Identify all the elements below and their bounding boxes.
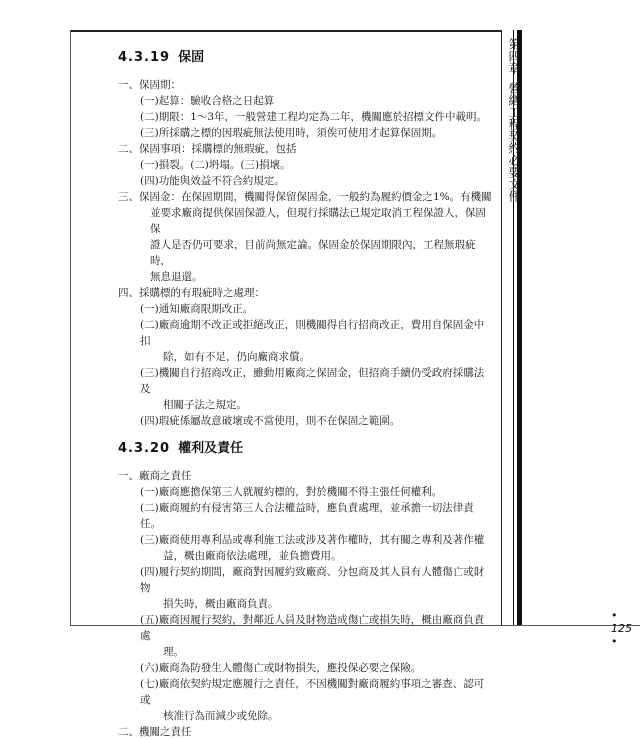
section-heading-4-3-20 [118, 437, 493, 456]
section-title: 保固 [178, 50, 205, 65]
list-item: 一、廠商之責任 [118, 470, 192, 482]
sub-item [140, 317, 493, 365]
sub-item: (一)損裂。(二)坍塌。(三)損壞。 [140, 159, 291, 171]
chapter-side-label [507, 38, 521, 202]
sub-item: (二)期限：1～3年，一般營建工程均定為二年，機關應於招標文件中載明。 [140, 111, 488, 123]
sub-item [140, 532, 493, 564]
paragraph-line: 證人是否仍可要求，目前尚無定論。保固金於保固期限內，工程無瑕疵時， [150, 239, 476, 267]
sub-item: (三)所採購之標的因瑕疵無法使用時，須俟可使用才起算保固期。 [140, 127, 443, 139]
page-number: • 125 • [611, 609, 632, 648]
sub-item-text: (三)廠商使用專利品或專利施工法或涉及著作權時，其有關之專利及著作權 [140, 534, 485, 546]
sub-item-text: (五)廠商因履行契約，對鄰近人員及財物造成傷亡或損失時，概由廠商負責處 [140, 614, 485, 642]
sub-item [140, 612, 493, 660]
paragraph-line: 無息退還。 [150, 271, 203, 283]
chapter-number: 第四章 [507, 38, 521, 74]
sub-item: (四)瑕疵係屬故意破壞或不當使用，則不在保固之範圍。 [140, 415, 401, 427]
sub-item-text: (三)機關自行招商改正，雖動用廠商之保固金，但招商手續仍受政府採購法及 [140, 367, 485, 395]
sub-item: (四)功能與效益不符合約規定。 [140, 175, 285, 187]
sub-item-cont: 損失時，概由廠商負責。 [163, 598, 279, 610]
sub-item-cont: 理。 [163, 646, 184, 658]
sub-item: (二)廠商履約有侵害第三人合法權益時，應負責處理，並承擔一切法律責任。 [140, 502, 474, 530]
paragraph-lead: 三、保固金：在保固期間，機關得保留保固金，一般約為履約價金之1%。有機關 [118, 191, 492, 203]
sub-item [140, 365, 493, 413]
sub-item-cont: 益，概由廠商依法處理，並負擔費用。 [163, 550, 342, 562]
sub-item-cont: 核准行為而減少或免除。 [163, 710, 279, 722]
section-heading-4-3-19 [118, 46, 493, 65]
sub-item-cont: 除，如有不足，仍向廠商求償。 [163, 351, 310, 363]
sub-item-text: (七)廠商依契約規定應履行之責任，不因機關對廠商履約事項之審查、認可或 [140, 678, 485, 706]
sub-item-cont: 相關子法之規定。 [163, 399, 247, 411]
sub-item: (一)通知廠商限期改正。 [140, 303, 254, 315]
sub-item [140, 564, 493, 612]
list-item: 二、保固事項：採購標的無瑕疵，包括 [118, 143, 297, 155]
sub-item-text: (二)廠商逾期不改正或拒絕改正，則機關得自行招商改正，費用自保固金中扣 [140, 319, 485, 347]
sub-item: (一)廠商應擔保第三人就履約標的，對於機關不得主張任何權利。 [140, 486, 443, 498]
list-item: 四、採購標的有瑕疵時之處理： [118, 287, 265, 299]
top-rule [71, 30, 501, 32]
paragraph-line: 並要求廠商提供保固保證人，但現行採購法已規定取消工程保證人，保固保 [150, 207, 486, 235]
sub-item: (六)廠商為防發生人體傷亡或財物損失，應投保必要之保險。 [140, 662, 422, 674]
chapter-title: 營繕工程契約必要文件 [507, 82, 521, 202]
list-item: 二、機關之責任 [118, 726, 192, 738]
list-item: 一、保固期： [118, 79, 181, 91]
section-title: 權利及責任 [178, 441, 244, 456]
section-number: 4.3.19 [118, 50, 171, 65]
sub-item-text: (四)履行契約期間，廠商對因履約致廠商、分包商及其人員有人體傷亡或財物 [140, 566, 485, 594]
section-number: 4.3.20 [118, 441, 171, 456]
list-item-paragraph [118, 189, 493, 285]
sub-item [140, 676, 493, 724]
sub-item: (一)起算：驗收合格之日起算 [140, 95, 275, 107]
page-content [118, 46, 493, 740]
